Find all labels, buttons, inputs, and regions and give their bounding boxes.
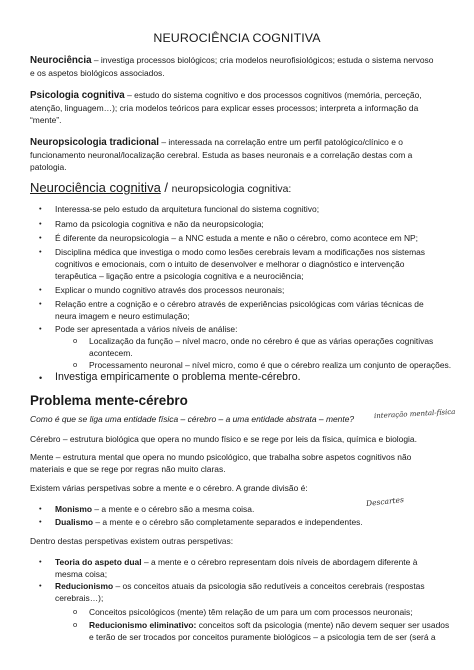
sub-list-item-continuation: e terão de ser trocados por conceitos puramente biológicos – a psicologia tem de ser (será a bbox=[89, 632, 436, 642]
section-heading-neurociencia-cognitiva: Neurociência cognitiva / neuropsicologia cognitiva: bbox=[30, 180, 292, 195]
bullet-marker: • bbox=[39, 517, 42, 526]
paragraph-neurociencia: Neurociência – investiga processos biológicos; cria modelos neurofisiológicos; estuda o sistema nervoso bbox=[30, 55, 434, 66]
paragraph-psicologia-line2: atenção, linguagem…); cria modelos teóricos para explicar esses processos; interpreta a informação da bbox=[30, 103, 419, 113]
bullet-marker: • bbox=[39, 285, 42, 294]
sub-bullet-marker: o bbox=[73, 336, 78, 345]
list-item-teoria: Teoria do aspeto dual – a mente e o cérebro representam dois níveis de abordagem diferente à bbox=[55, 557, 418, 567]
list-item: Interessa-se pelo estudo da arquitetura funcional do sistema cognitivo; bbox=[55, 204, 320, 214]
paragraph-dentro: Dentro destas perspetivas existem outras perspetivas: bbox=[30, 536, 234, 546]
list-item-continuation: terapêutica – ligação entre a psicologia cognitiva e a neurociência; bbox=[55, 271, 304, 281]
bullet-marker: • bbox=[39, 247, 42, 256]
paragraph-neuropsicologia-line3: patologia. bbox=[30, 162, 67, 172]
list-item-continuation: neura imagem e neuro estimulação; bbox=[55, 311, 190, 321]
bullet-marker: • bbox=[39, 324, 42, 333]
sub-list-item: Reducionismo eliminativo: conceitos soft da psicologia (mente) não devem sequer ser usados bbox=[89, 620, 450, 630]
paragraph-neuropsicologia-line2: funcionamento neuronal/localização cerebral. Estuda as bases neuronais e a correlação destas com a bbox=[30, 150, 413, 160]
list-item: Explicar o mundo cognitivo através dos processos neuronais; bbox=[55, 285, 285, 295]
page-title: NEUROCIÊNCIA COGNITIVA bbox=[153, 31, 321, 45]
term-neurociencia: Neurociência bbox=[30, 55, 92, 66]
term-neuropsicologia-tradicional: Neuropsicologia tradicional bbox=[30, 137, 160, 148]
term-psicologia-cognitiva: Psicologia cognitiva bbox=[30, 90, 125, 101]
list-item: Investiga empiricamente o problema mente-cérebro. bbox=[55, 371, 301, 383]
list-item: Pode ser apresentada a vários níveis de análise: bbox=[55, 324, 238, 334]
sub-list-item: Processamento neuronal – nível micro, como é que o cérebro realiza um conjunto de operações. bbox=[89, 360, 452, 370]
list-item: Ramo da psicologia cognitiva e não da neuropsicologia; bbox=[55, 219, 264, 229]
bullet-marker: • bbox=[39, 373, 43, 383]
list-item-continuation: cognitivos e emocionais, com o intuito de desenvolver e melhorar o diagnóstico e intervenção bbox=[55, 259, 405, 269]
sub-bullet-marker: o bbox=[73, 607, 78, 616]
paragraph-mente: Mente – estrutura mental que opera no mundo psicológico, que trabalha sobre aspetos cognitivos não bbox=[30, 452, 412, 462]
handwritten-note: Descartes bbox=[365, 495, 405, 508]
list-item: Disciplina médica que investiga o modo como lesões cerebrais levam a modificações nos sistemas bbox=[55, 247, 426, 257]
list-item: Relação entre a cognição e o cérebro através de experiências psicológicas com várias técnicas de bbox=[55, 299, 424, 309]
section-heading-problema-mente-cerebro: Problema mente-cérebro bbox=[30, 393, 188, 408]
bullet-marker: • bbox=[39, 557, 42, 566]
sub-bullet-marker: o bbox=[73, 620, 78, 629]
list-item-monismo: Monismo – a mente e o cérebro são a mesma coisa. bbox=[55, 504, 255, 514]
list-item: É diferente da neuropsicologia – a NNC estuda a mente e não o cérebro, como acontece em NP; bbox=[55, 233, 419, 243]
list-item-dualismo: Dualismo – a mente e o cérebro são completamente separados e independentes. bbox=[55, 517, 363, 527]
sub-list-item: Conceitos psicológicos (mente) têm relação de um para um com processos neuronais; bbox=[89, 607, 413, 617]
bullet-marker: • bbox=[39, 581, 42, 590]
list-item-continuation: mesma coisa; bbox=[55, 569, 108, 579]
bullet-marker: • bbox=[39, 504, 42, 513]
sub-bullet-marker: o bbox=[73, 360, 78, 369]
list-item-reducionismo: Reducionismo – os conceitos atuais da psicologia são redutíveis a conceitos cerebrais (respostas bbox=[55, 581, 425, 591]
sub-list-item-continuation: acontecem. bbox=[89, 348, 133, 358]
paragraph-mente-line2: materiais e que se rege por regras não muito claras. bbox=[30, 464, 226, 474]
paragraph-neurociencia-line2: e os aspetos biológicos associados. bbox=[30, 68, 165, 78]
paragraph-cerebro: Cérebro – estrutura biológica que opera no mundo físico e se rege por leis da física, química e biologia. bbox=[30, 434, 417, 444]
bullet-marker: • bbox=[39, 299, 42, 308]
bullet-marker: • bbox=[39, 233, 42, 242]
paragraph-neuropsicologia: Neuropsicologia tradicional – interessada na correlação entre um perfil patológico/clínico e o bbox=[30, 137, 403, 148]
bullet-marker: • bbox=[39, 219, 42, 228]
handwritten-note: interação mental-física bbox=[373, 407, 456, 421]
paragraph-perspetivas: Existem várias perspetivas sobre a mente e o cérebro. A grande divisão é: bbox=[30, 483, 308, 493]
paragraph-psicologia: Psicologia cognitiva – estudo do sistema cognitivo e dos processos cognitivos (memória, perceção, bbox=[30, 90, 422, 101]
question-text: Como é que se liga uma entidade física – cérebro – a uma entidade abstrata – mente? bbox=[30, 414, 355, 424]
paragraph-psicologia-line3: “mente”. bbox=[30, 115, 62, 125]
sub-list-item: Localização da função – nível macro, onde no cérebro é que as várias operações cognitivas bbox=[89, 336, 434, 346]
list-item-continuation: cerebrais…); bbox=[55, 593, 104, 603]
bullet-marker: • bbox=[39, 204, 42, 213]
